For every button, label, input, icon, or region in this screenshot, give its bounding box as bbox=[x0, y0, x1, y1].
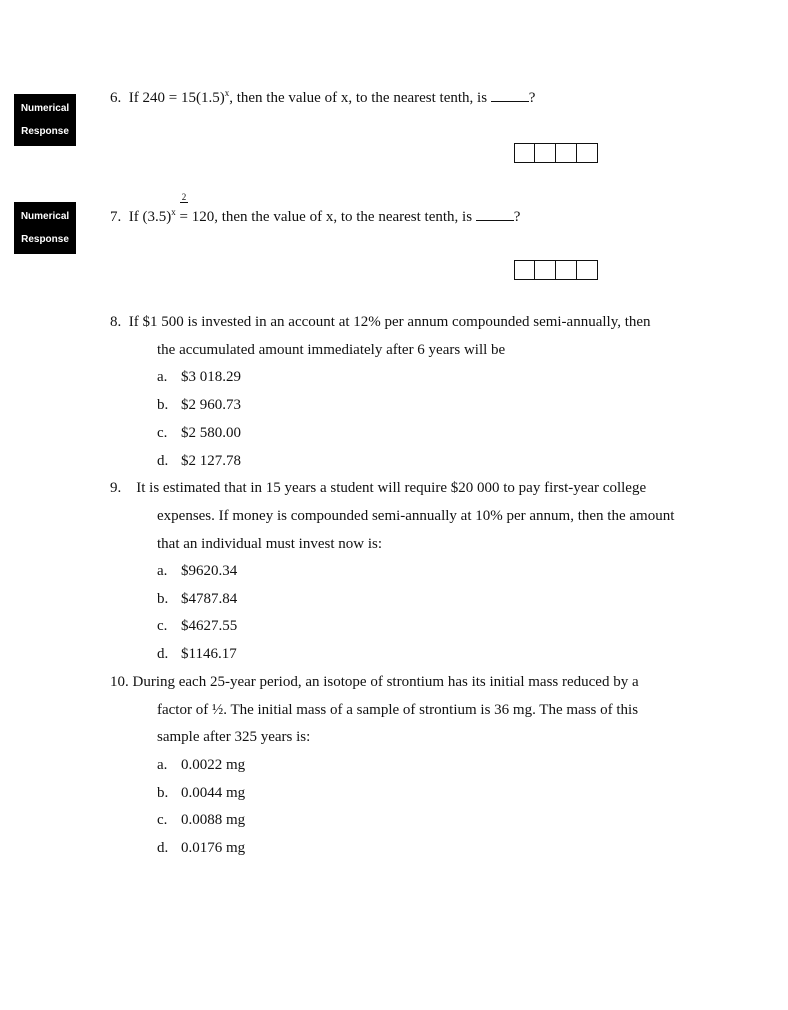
option-d[interactable] bbox=[157, 646, 237, 663]
option-letter: b. bbox=[157, 397, 169, 413]
answer-cell[interactable] bbox=[556, 143, 577, 163]
question-number: 10. bbox=[110, 674, 129, 690]
question-text: If $1 500 is invested in an account at 12% per annum compounded semi-annually, then bbox=[128, 314, 651, 330]
option-letter: d. bbox=[157, 840, 169, 856]
option-letter: d. bbox=[157, 646, 169, 662]
question-text: factor of ½. The initial mass of a sample of strontium is 36 mg. The mass of this bbox=[157, 702, 639, 718]
question-text: the accumulated amount immediately after 6 years will be bbox=[157, 342, 506, 358]
option-b[interactable] bbox=[157, 591, 237, 608]
question-number: 6. bbox=[110, 90, 122, 106]
question-text: that an individual must invest now is: bbox=[157, 536, 382, 552]
option-text: $4787.84 bbox=[181, 591, 238, 607]
option-text: $9620.34 bbox=[181, 563, 238, 579]
option-b[interactable] bbox=[157, 785, 245, 802]
option-a[interactable] bbox=[157, 757, 245, 774]
question-9 bbox=[110, 480, 646, 497]
answer-cell[interactable] bbox=[556, 260, 577, 280]
badge-line: Numerical bbox=[20, 211, 70, 222]
question-7 bbox=[110, 207, 520, 226]
question-text: = 120, then the value of x, to the nearest tenth, is bbox=[175, 209, 473, 225]
option-text: $2 127.78 bbox=[181, 453, 241, 469]
question-10 bbox=[110, 674, 639, 691]
question-number: 8. bbox=[110, 314, 122, 330]
question-text: expenses. If money is compounded semi-annually at 10% per annum, then the amount bbox=[157, 508, 675, 524]
option-letter: c. bbox=[157, 812, 168, 828]
option-a[interactable] bbox=[157, 563, 237, 580]
option-letter: a. bbox=[157, 757, 168, 773]
option-letter: a. bbox=[157, 563, 168, 579]
question-6 bbox=[110, 88, 535, 107]
question-number: 9. bbox=[110, 480, 122, 496]
answer-boxes[interactable] bbox=[514, 143, 598, 163]
badge-line: Numerical bbox=[20, 103, 70, 114]
question-text: , then the value of x, to the nearest tenth, is bbox=[229, 90, 488, 106]
answer-boxes[interactable] bbox=[514, 260, 598, 280]
answer-cell[interactable] bbox=[535, 143, 556, 163]
fraction-numerator: 2 bbox=[181, 192, 187, 202]
question-number: 7. bbox=[110, 209, 122, 225]
answer-blank bbox=[476, 208, 514, 221]
option-text: 0.0022 mg bbox=[181, 757, 246, 773]
numerical-response-badge bbox=[14, 202, 76, 254]
option-text: $1146.17 bbox=[181, 646, 237, 662]
answer-cell[interactable] bbox=[514, 143, 535, 163]
answer-cell[interactable] bbox=[514, 260, 535, 280]
answer-cell[interactable] bbox=[535, 260, 556, 280]
question-text: sample after 325 years is: bbox=[157, 729, 311, 745]
badge-line: Response bbox=[21, 234, 69, 245]
answer-cell[interactable] bbox=[577, 260, 598, 280]
option-c[interactable] bbox=[157, 812, 245, 829]
option-text: $4627.55 bbox=[181, 618, 238, 634]
numerical-response-badge bbox=[14, 94, 76, 146]
option-text: 0.0088 mg bbox=[181, 812, 246, 828]
option-text: $2 580.00 bbox=[181, 425, 241, 441]
option-text: 0.0044 mg bbox=[181, 785, 246, 801]
option-letter: c. bbox=[157, 425, 168, 441]
option-text: $3 018.29 bbox=[181, 369, 241, 385]
exponent: x bbox=[224, 88, 230, 98]
question-text: If (3.5) bbox=[128, 209, 172, 225]
badge-line: Response bbox=[21, 126, 69, 137]
option-letter: a. bbox=[157, 369, 168, 385]
question-end: ? bbox=[528, 90, 536, 106]
question-text: If 240 = 15(1.5) bbox=[128, 90, 225, 106]
option-text: 0.0176 mg bbox=[181, 840, 246, 856]
option-b[interactable] bbox=[157, 397, 241, 414]
option-a[interactable] bbox=[157, 369, 241, 386]
option-d[interactable] bbox=[157, 840, 245, 857]
option-text: $2 960.73 bbox=[181, 397, 241, 413]
option-c[interactable] bbox=[157, 618, 237, 635]
option-d[interactable] bbox=[157, 453, 241, 470]
answer-cell[interactable] bbox=[577, 143, 598, 163]
question-text: It is estimated that in 15 years a student will require $20 000 to pay first-year college bbox=[136, 480, 647, 496]
answer-blank bbox=[491, 89, 529, 102]
option-letter: b. bbox=[157, 785, 169, 801]
exponent: x bbox=[171, 207, 176, 217]
exponent-fraction bbox=[180, 193, 188, 203]
option-letter: d. bbox=[157, 453, 169, 469]
option-letter: c. bbox=[157, 618, 168, 634]
question-text: During each 25-year period, an isotope of strontium has its initial mass reduced by a bbox=[132, 674, 639, 690]
question-end: ? bbox=[513, 209, 521, 225]
option-letter: b. bbox=[157, 591, 169, 607]
option-c[interactable] bbox=[157, 425, 241, 442]
question-8 bbox=[110, 314, 651, 331]
